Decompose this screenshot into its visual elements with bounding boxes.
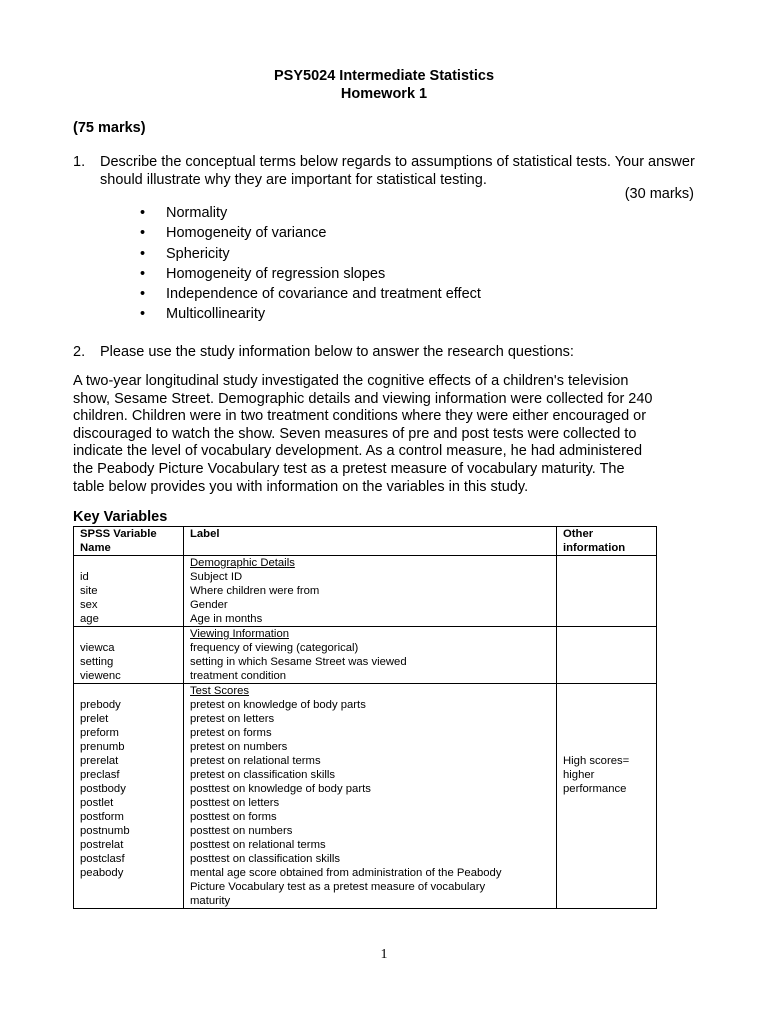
course-title: PSY5024 Intermediate Statistics (273, 68, 495, 84)
table-row (74, 684, 657, 909)
question-text: Please use the study information below to answer the research questions: (100, 344, 574, 360)
question-number: 2. (73, 344, 86, 360)
other-info-note: High scores= higher performance (563, 755, 630, 795)
page-number: 1 (380, 947, 388, 962)
assignment-title: Homework 1 (340, 86, 428, 102)
study-description: A two-year longitudinal study investigated the cognitive effects of a children's television show, Sesame Street. Demographic details and viewing information were collected for 240 children. Children were in two treatment conditions where they were either encouraged or discouraged to watch the show. Seven measures of pre and post tests were collected to indicate the level of vocabulary development. As a control measure, he had administered the Peabody Picture Vocabulary test as a pretest measure of vocabulary maturity. The table below provides you with information on the variables in this study. (73, 373, 653, 495)
list-item: • Homogeneity of regression slopes (140, 265, 386, 282)
column-header: Label (184, 527, 557, 556)
question-number: 1. (73, 154, 86, 170)
variable-names-cell: prebody prelet preform prenumb prerelat preclasf postbody postlet postform postnumb postrelat postclasf peabody (74, 684, 184, 909)
table-row (74, 556, 657, 627)
bullet-icon: • (140, 225, 146, 242)
column-header: SPSS Variable Name (74, 527, 184, 556)
key-variables-heading: Key Variables (73, 509, 168, 525)
section-title: Demographic Details (190, 557, 295, 569)
section-title: Test Scores (190, 685, 250, 697)
variable-names-cell: id site sex age (74, 556, 184, 627)
bullet-icon: • (140, 265, 146, 282)
other-info-cell (557, 684, 657, 909)
list-item: • Normality (140, 205, 228, 221)
bullet-icon: • (140, 245, 146, 262)
assumption-list (140, 203, 481, 325)
other-info-cell (557, 627, 657, 684)
labels-cell: Test Scores pretest on knowledge of body parts pretest on letters pretest on forms pretest on numbers pretest on relational terms pretest on classification skills posttest on knowledge of body parts posttest on letters posttest on forms posttest on numbers posttest on relational terms posttest on classification skills mental age score obtained from administration of the Peabody Picture Vocabulary test as a pretest measure of vocabulary maturity (184, 684, 557, 909)
labels-cell: Demographic Details Subject ID Where children were from Gender Age in months (184, 556, 557, 627)
table-row (74, 627, 657, 684)
labels-cell: Viewing Information frequency of viewing (categorical) setting in which Sesame Street was viewed treatment condition (184, 627, 557, 684)
key-variables-table (73, 526, 657, 909)
column-header: Other information (557, 527, 657, 556)
table-header-row (74, 527, 657, 556)
bullet-icon: • (140, 205, 146, 221)
other-info-cell (557, 556, 657, 627)
list-item: • Independence of covariance and treatment effect (140, 286, 481, 303)
section-title: Viewing Information (190, 628, 290, 640)
variable-names-cell: viewca setting viewenc (74, 627, 184, 684)
bullet-icon: • (140, 286, 146, 303)
bullet-icon: • (140, 306, 146, 323)
question-1-marks: (30 marks) (624, 186, 694, 202)
total-marks: (75 marks) (73, 120, 146, 136)
list-item: • Multicollinearity (140, 306, 266, 323)
question-text: Describe the conceptual terms below regards to assumptions of statistical tests. Your answer should illustrate why they are important for statistical testing. (100, 154, 695, 188)
list-item: • Homogeneity of variance (140, 225, 327, 242)
list-item: • Sphericity (140, 245, 230, 262)
